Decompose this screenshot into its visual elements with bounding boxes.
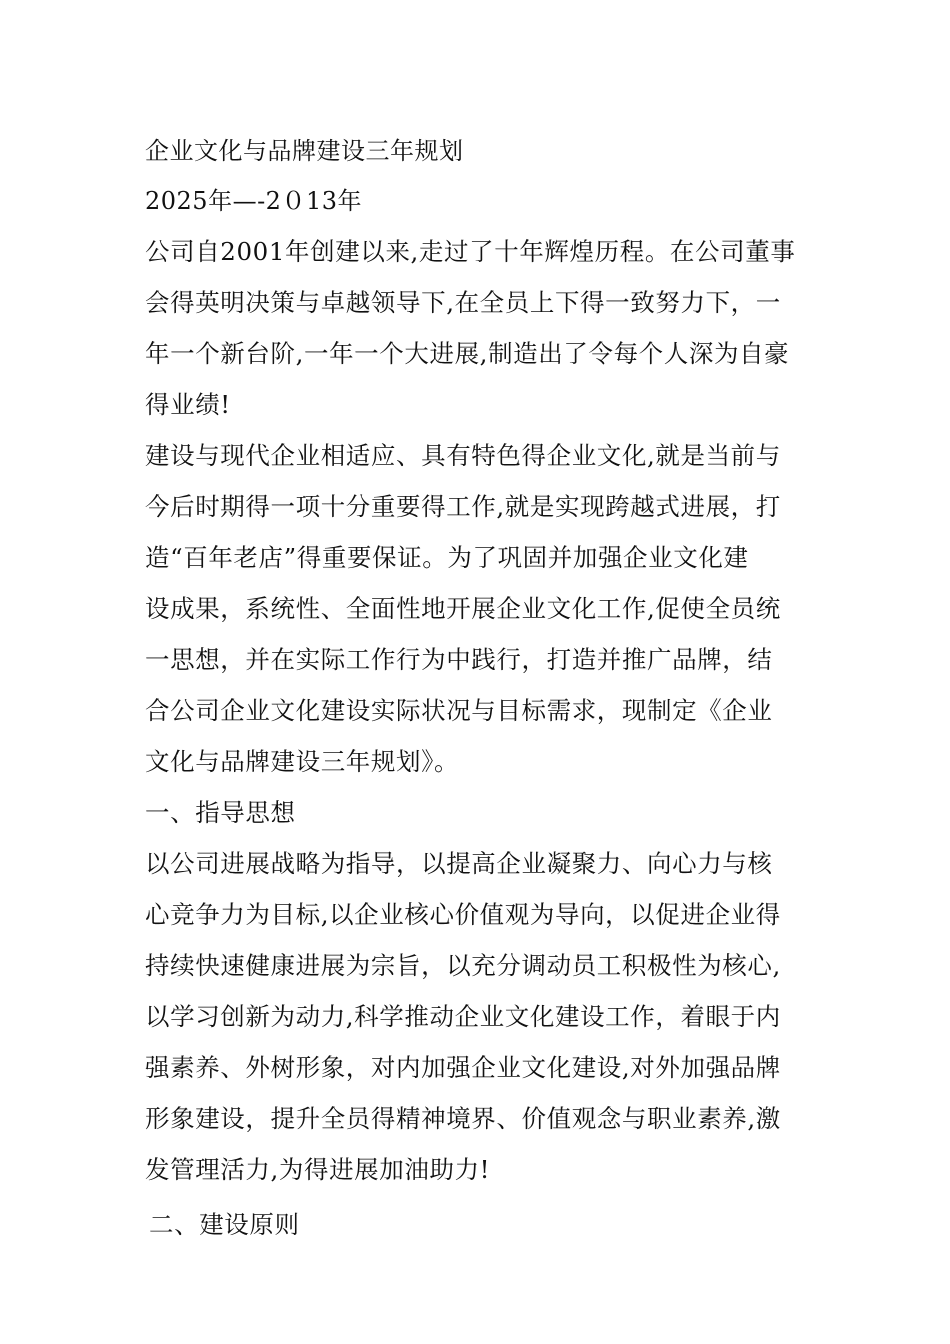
paragraph-line: 心竞争力为目标,以企业核心价值观为导向，以促进企业得: [145, 900, 781, 929]
document-period: 2025年—-2０13年: [145, 187, 362, 215]
paragraph-line: 公司自2001年创建以来,走过了十年辉煌历程。在公司董事: [145, 237, 796, 266]
paragraph-line: 会得英明决策与卓越领导下,在全员上下得一致努力下，一: [145, 288, 781, 317]
paragraph-line: 形象建设，提升全员得精神境界、价值观念与职业素养,激: [145, 1104, 781, 1133]
paragraph-line: 持续快速健康进展为宗旨，以充分调动员工积极性为核心,: [145, 951, 781, 980]
section-heading-principles: 二、建设原则: [149, 1210, 300, 1239]
paragraph-guiding-ideology: [145, 838, 810, 1195]
paragraph-line: 发管理活力,为得进展加油助力!: [145, 1155, 491, 1184]
paragraph-line: 得业绩!: [145, 390, 231, 419]
section-heading-guiding-ideology: 一、指导思想: [145, 798, 296, 827]
document-title: 企业文化与品牌建设三年规划: [145, 137, 464, 165]
paragraph-intro: [145, 226, 810, 430]
paragraph-line: 建设与现代企业相适应、具有特色得企业文化,就是当前与: [145, 441, 781, 470]
paragraph-line: 强素养、外树形象，对内加强企业文化建设,对外加强品牌: [145, 1053, 781, 1082]
paragraph-line: 造“百年老店”得重要保证。为了巩固并加强企业文化建: [145, 543, 749, 572]
paragraph-line: 文化与品牌建设三年规划》。: [145, 747, 460, 776]
paragraph-line: 以公司进展战略为指导，以提高企业凝聚力、向心力与核: [145, 849, 773, 878]
paragraph-line: 设成果，系统性、全面性地开展企业文化工作,促使全员统: [145, 594, 781, 623]
paragraph-line: 合公司企业文化建设实际状况与目标需求，现制定《企业: [145, 696, 773, 725]
paragraph-purpose: [145, 430, 810, 787]
paragraph-line: 年一个新台阶,一年一个大进展,制造出了令每个人深为自豪: [145, 339, 790, 368]
document-body: [145, 126, 810, 1250]
paragraph-line: 一思想，并在实际工作行为中践行，打造并推广品牌，结: [145, 645, 773, 674]
paragraph-line: 今后时期得一项十分重要得工作,就是实现跨越式进展，打: [145, 492, 781, 521]
paragraph-line: 以学习创新为动力,科学推动企业文化建设工作，着眼于内: [145, 1002, 781, 1031]
